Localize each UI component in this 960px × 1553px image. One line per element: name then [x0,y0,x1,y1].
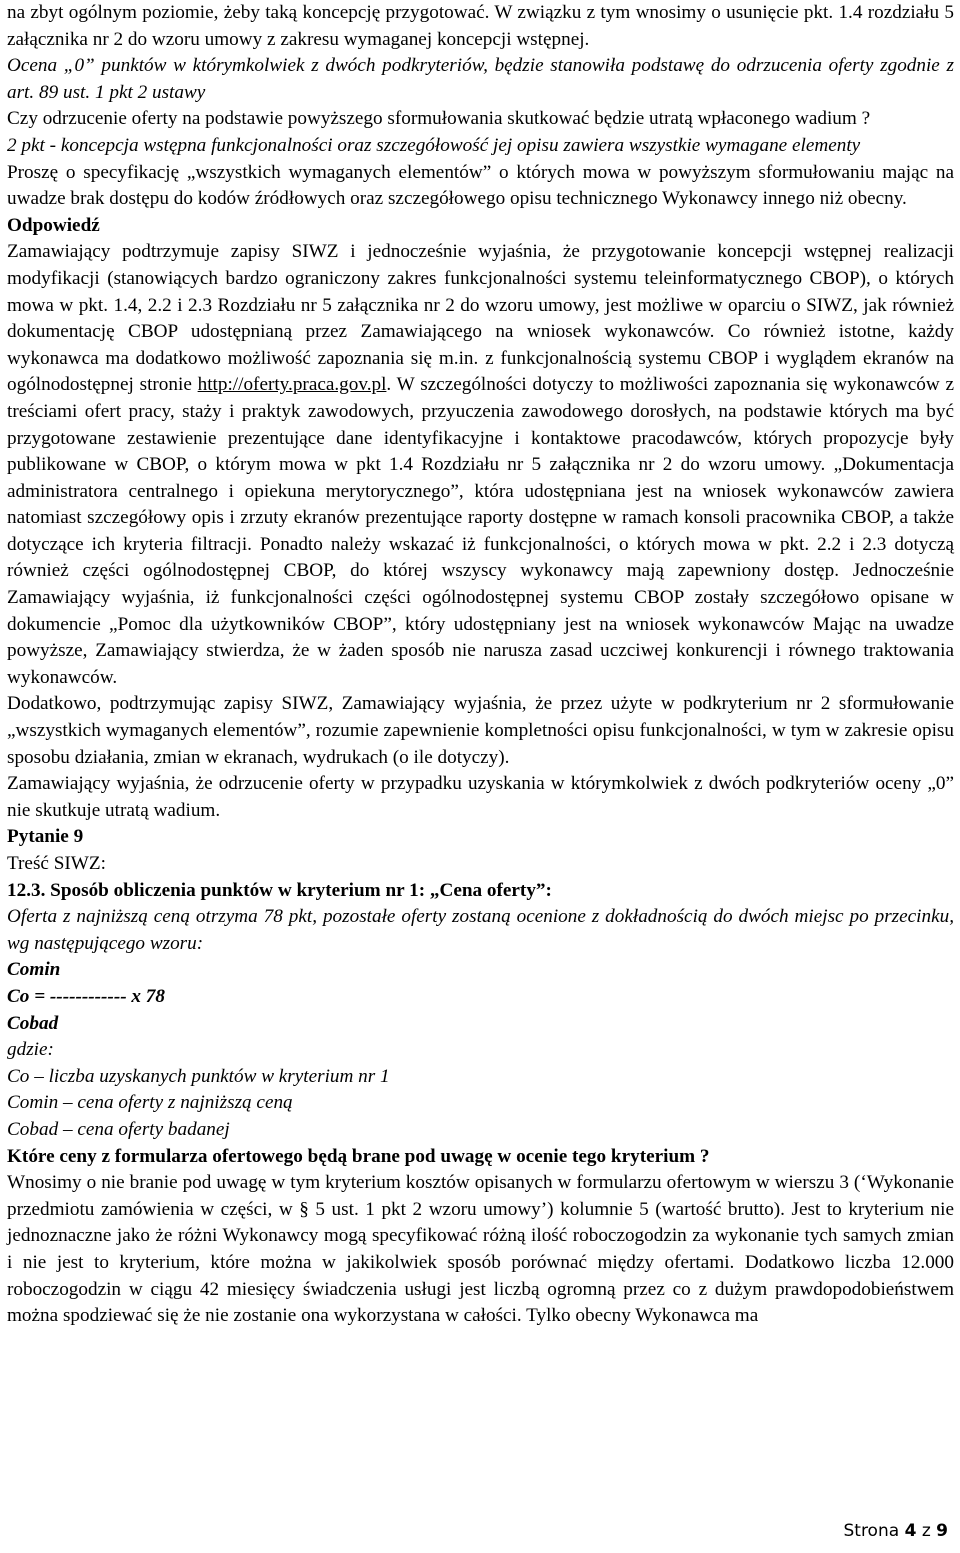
footer-total-pages: 9 [936,1521,948,1541]
answer-text: Zamawiający podtrzymuje zapisy SIWZ i jednocześnie wyjaśnia, że przygotowanie koncepcji wstępnej realizacji modyfikacji (stanowiących bardzo ograniczony zakres funkcjonalności systemu teleinformatycznego CBOP), o których mowa w pkt. 1.4, 2.2 i 2.3 Rozdziału nr 5 załącznika nr 2 do wzoru umowy, jest możliwe w oparciu o SIWZ, jak również dokumentację CBOP udostępnianą przez Zamawiającego na wniosek wykonawców. Co również istotne, każdy wykonawca ma dodatkowo możliwość zapoznania się m.in. z funkcjonalnością systemu CBOP i wyglądem ekranów na ogólnodostępnej stronie [7,241,954,396]
page-footer [843,1519,948,1543]
formula-main: Co = ------------ x 78 [7,985,165,1007]
document-page [7,0,954,1330]
answer-paragraph [7,239,954,691]
formula-numerator: Comin [7,959,61,981]
oferty-praca-link[interactable]: http://oferty.praca.gov.pl [197,374,387,396]
footer-separator: z [921,1521,931,1541]
question-wadium: Czy odrzucenie oferty na podstawie powyższego sformułowania skutkować będzie utratą wpłaconego wadium ? [7,108,871,130]
footer-prefix: Strona [843,1521,900,1541]
question-specification: Proszę o specyfikację „wszystkich wymaganych elementów” o których mowa w powyższym sformułowaniu mając na uwadze brak dostępu do kodów źródłowych oraz szczegółowego opisu technicznego Wykonawcy innego niż obecny. [7,161,954,210]
formula-intro: Oferta z najniższą ceną otrzyma 78 pkt, pozostałe oferty zostaną ocenione z dokładnością do dwóch miejsc po przecinku, wg następującego wzoru: [7,906,954,954]
formula-def-comin: Comin – cena oferty z najniższą ceną [7,1092,293,1114]
answer-heading: Odpowiedź [7,214,100,236]
question-9-heading: Pytanie 9 [7,826,84,848]
formula-def-co: Co – liczba uzyskanych punktów w kryterium nr 1 [7,1065,390,1087]
question-which-prices: Które ceny z formularza ofertowego będą brane pod uwagę w ocenie tego kryterium ? [7,1145,710,1167]
formula-where: gdzie: [7,1039,54,1061]
quote-ocena-zero: Ocena „0” punktów w którymkolwiek z dwóch podkryteriów, będzie stanowiła podstawę do odrzucenia oferty zgodnie z art. 89 ust. 1 pkt 2 ustawy [7,55,954,103]
siwz-label: Treść SIWZ: [7,853,106,874]
formula-denominator: Cobad [7,1012,59,1034]
footer-page-number: 4 [904,1521,917,1541]
answer-wadium: Zamawiający wyjaśnia, że odrzucenie oferty w przypadku uzyskania w którymkolwiek z dwóch podkryteriów oceny „0” nie skutkuje utratą wadium. [7,773,954,821]
answer-text-continued: . W szczególności dotyczy to możliwości zapoznania się wykonawców z treściami ofert pracy, staży i praktyk zawodowych, przyuczenia zawodowego dorosłych, na podstawie których ma być przygotowane zestawienie prezentujące dane identyfikacyjne i kontaktowe pracodawców, których propozycje były publikowane w CBOP, o którym mowa w pkt 1.4 Rozdziału nr 5 załącznika nr 2 do wzoru umowy. „Dokumentacja administratora centralnego i opiekuna merytorycznego”, która udostępniana jest na wniosek wykonawców zawiera natomiast szczegółowy opis i zrzuty ekranów prezentujące raporty dostępne w ramach konsoli pracownika CBOP, a także dotyczące ich kryteria filtracji. Ponadto należy wskazać iż funkcjonalności, o których mowa w pkt. 2.2 i 2.3 dotyczą również części ogólnodostępnej CBOP, do której wszyscy wykonawcy mają zapewniony dostęp. Jednocześnie Zamawiający wyjaśnia, iż funkcjonalności części ogólnodostępnej systemu CBOP zostały szczegółowo opisane w dokumencie „Pomoc dla użytkowników CBOP”, który udostępniany jest na wniosek wykonawców Mając na uwadze powyższe, Zamawiający stwierdza, że w żaden sposób nie narusza zasad uczciwej konkurencji i równego traktowania wykonawców. [7,374,954,688]
answer-additional: Dodatkowo, podtrzymując zapisy SIWZ, Zamawiający wyjaśnia, że przez użyte w podkryterium nr 2 sformułowanie „wszystkich wymaganych elementów”, rozumie zapewnienie kompletności opisu funkcjonalności, w tym w zakresie opisu sposobu działania, zmian w ekranach, wydrukach (o ile dotyczy). [7,693,954,768]
request-paragraph: Wnosimy o nie branie pod uwagę w tym kryterium kosztów opisanych w formularzu ofertowym w wierszu 3 (‘Wykonanie przedmiotu zamówienia w części, w § 5 ust. 1 pkt 2 wzoru umowy’) kolumnie 5 (wartość brutto). Jest to kryterium nie jednoznaczne jako że różni Wykonawcy mogą specyfikować różną ilość roboczogodzin za wykonanie tych samych zmian i nie jest to kryterium, które można w jakikolwiek sposób porównać między ofertami. Dodatkowo liczba 12.000 roboczogodzin w ciągu 42 miesięcy świadczenia usługi jest liczbą ogromną przez co z dużym prawdopodobieństwem można spodziewać się że nie zostanie ona wykorzystana w całości. Tylko obecny Wykonawca ma [7,1172,954,1327]
section-12-3-heading: 12.3. Sposób obliczenia punktów w kryterium nr 1: „Cena oferty”: [7,879,552,901]
quote-2-pkt: 2 pkt - koncepcja wstępna funkcjonalności oraz szczegółowość jej opisu zawiera wszystkie wymagane elementy [7,134,861,156]
paragraph-intro: na zbyt ogólnym poziomie, żeby taką koncepcję przygotować. W związku z tym wnosimy o usunięcie pkt. 1.4 rozdziału 5 załącznika nr 2 do wzoru umowy z zakresu wymaganej koncepcji wstępnej. [7,2,954,50]
formula-def-cobad: Cobad – cena oferty badanej [7,1118,230,1140]
